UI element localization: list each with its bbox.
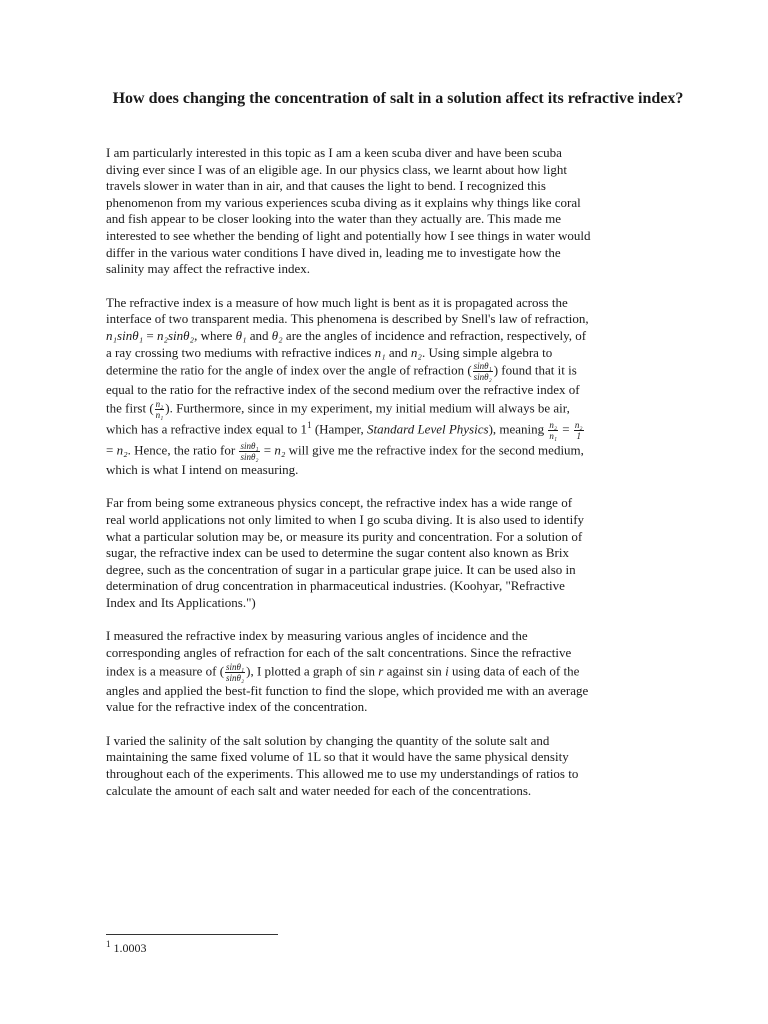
- paragraph-method: [106, 628, 592, 715]
- footnote-marker: 1: [307, 419, 312, 430]
- variable-i: i: [445, 663, 449, 679]
- fraction-n-ratio: [155, 399, 165, 420]
- fraction-sin-ratio: [225, 662, 245, 683]
- fraction-numerator: n₂: [549, 419, 558, 430]
- n-2: n₂: [274, 442, 286, 458]
- snell-rhs: n₂sinθ₂: [156, 327, 195, 343]
- footnote-text: 1.0003: [110, 941, 147, 955]
- fraction-denominator: n₁: [155, 409, 164, 420]
- page-title: How does changing the concentration of salt in a solution affect its refractive index?: [112, 90, 684, 107]
- text-segment: The refractive index is a measure of how much light is bent as it is propagated across the interface of two transparent media. This phenomena is described by Snell's law of refraction,: [106, 294, 589, 327]
- theta-2: θ₂: [271, 327, 283, 343]
- text-segment: are the angles of incidence and refraction, respectively, of a ray crossing two mediums with refractive indices: [106, 327, 587, 360]
- text-segment: and: [385, 344, 411, 360]
- text-segment: . Using simple algebra to determine the ratio for the angle of index over the angle of refraction (: [106, 344, 553, 378]
- n-1: n₁: [374, 344, 386, 360]
- paragraph-snells-law: [106, 295, 592, 479]
- paragraph-applications: Far from being some extraneous physics concept, the refractive index has a wide range of real world applications not only limited to when I go scuba diving. It is also used to identify what a particular solution may be, or measure its purity and concentration. For a solution of sugar, the refractive index can be used to determine the sugar content also known as Brix degree, such as the concentration of sugar in a particular grape juice. It can be used also in determination of drug concentration in pharmaceutical industries. (Koohyar, "Refractive Index and Its Applications."): [106, 495, 585, 610]
- fraction-numerator: n₂: [155, 398, 164, 409]
- variable-r: r: [378, 663, 384, 679]
- theta-1: θ₁: [235, 327, 247, 343]
- n-2: n₂: [116, 442, 128, 458]
- text-segment: ) found that it is equal to the ratio for the refractive index of the second medium over the refractive index of the first (: [106, 362, 580, 416]
- fraction-sin-ratio: [239, 441, 259, 462]
- text-segment: (Hamper,: [311, 421, 367, 437]
- fraction-numerator: n₂: [574, 419, 583, 430]
- text-segment: will give me the refractive index for the second medium, which is what I intend on measuring.: [106, 442, 584, 477]
- equals-sign: =: [143, 327, 157, 343]
- text-segment: . Hence, the ratio for: [127, 442, 239, 458]
- fraction-denominator: sinθ₂: [473, 372, 492, 383]
- fraction-denominator: sinθ₂: [226, 672, 245, 683]
- text-segment: against sin: [383, 663, 446, 679]
- text-segment: , where: [194, 327, 236, 343]
- text-segment: ). Furthermore, since in my experiment, my initial medium will always be air, which has a refractive index equal to 1: [106, 400, 570, 437]
- fraction-numerator: sinθ₁: [473, 361, 492, 372]
- text-segment: using data of each of the angles and applied the best-fit function to find the slope, which provided me with an average value for the refractive index of the concentration.: [106, 663, 589, 715]
- fraction-numerator: sinθ₁: [226, 661, 245, 672]
- fraction-denominator: 1: [576, 430, 581, 441]
- footnote-number: 1: [106, 939, 111, 949]
- footnote-divider: [106, 934, 278, 935]
- text-segment: ), I plotted a graph of sin: [246, 663, 379, 679]
- paragraph-motivation: I am particularly interested in this topic as I am a keen scuba diver and have been scuba diving ever since I was of an eligible age. In our physics class, we learnt about how light travels slower in water than in air, and that causes the light to bend. I recognized this phenomenon from my various experiences scuba diving as it explains why things like coral and fish appear to be closer looking into the water than they actually are. This made me interested to see whether the bending of light and potentially how I see things in water would differ in the various water conditions I have dived in, leading me to investigate how the salinity may affect the refractive index.: [106, 145, 591, 277]
- fraction-sin-ratio: [473, 361, 493, 382]
- essay-body: [106, 145, 592, 816]
- equals-sign: =: [106, 442, 117, 458]
- equals-sign: =: [559, 421, 573, 437]
- n-2: n₂: [410, 344, 422, 360]
- snell-lhs: n₁sinθ₁: [106, 327, 144, 343]
- text-segment: and: [246, 327, 272, 343]
- fraction-denominator: sinθ₂: [240, 451, 259, 462]
- equals-sign: =: [260, 442, 275, 458]
- text-segment: I measured the refractive index by measuring various angles of incidence and the corresponding angles of refraction for each of the salt concentrations. Since the refractive index is a measure of (: [106, 628, 572, 679]
- footnote: [106, 940, 147, 956]
- paragraph-salinity: I varied the salinity of the salt solution by changing the quantity of the solute salt and maintaining the same fixed volume of 1L so that it would have the same physical density throughout each of the experiments. This allowed me to use my understandings of ratios to calculate the amount of each salt and water needed for each of the concentrations.: [106, 732, 579, 798]
- fraction-denominator: n₁: [549, 430, 558, 441]
- fraction-n2-over-one: [574, 420, 584, 441]
- fraction-n2-over-n1: [548, 420, 558, 441]
- text-segment: ), meaning: [488, 421, 548, 437]
- fraction-numerator: sinθ₁: [240, 440, 259, 451]
- citation-title: Standard Level Physics: [367, 421, 489, 437]
